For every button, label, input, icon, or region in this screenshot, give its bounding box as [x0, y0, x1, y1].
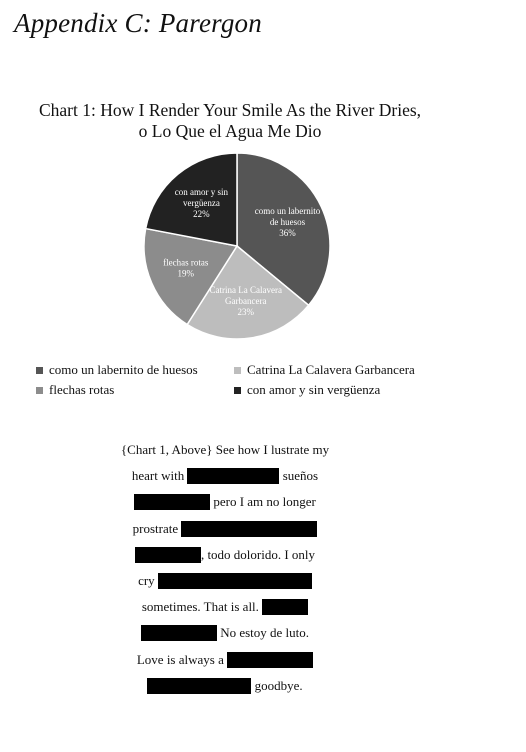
pie-chart: [0, 0, 526, 360]
poem-line: [100, 650, 350, 670]
chart-title: Chart 1: How I Render Your Smile As the River Dries,: [38, 100, 422, 120]
poem-text: sometimes. That is all.: [141, 599, 263, 615]
poem-text: {Chart 1, Above} See how I lustrate my: [120, 442, 330, 457]
page-heading: Appendix C: Parergon: [14, 8, 262, 38]
poem-text: , todo dolorido. I only: [200, 546, 316, 562]
poem-line: [100, 597, 350, 617]
redaction-bar: [227, 652, 313, 668]
pie-slice-label-1: Catrina La Calavera Garbancera 23%: [209, 285, 282, 318]
pie-slice-label-3: con amor y sin vergüenza 22%: [174, 187, 229, 220]
redaction-bar: [262, 599, 308, 615]
pie-slice-label-0: como un labernito de huesos 36%: [254, 206, 321, 239]
legend-swatch: [36, 367, 43, 374]
poem-line: [100, 466, 350, 486]
legend-item: [36, 362, 198, 378]
poem-text: prostrate: [132, 520, 182, 536]
legend-label: como un labernito de huesos: [49, 362, 198, 377]
pie-slice-label-2: flechas rotas 19%: [163, 257, 209, 279]
redaction-bar: [135, 547, 201, 563]
redaction-bar: [158, 573, 312, 589]
poem-line: [100, 440, 350, 460]
legend-swatch: [234, 367, 241, 374]
redaction-bar: [134, 494, 210, 510]
poem-text: heart with: [131, 468, 188, 484]
poem-line: [100, 623, 350, 643]
poem-line: [100, 492, 350, 512]
poem-line: [100, 519, 350, 539]
legend-item: [234, 362, 415, 378]
poem-line: [100, 545, 350, 565]
poem-line: [100, 676, 350, 696]
redaction-bar: [181, 521, 317, 537]
chart-subtitle: o Lo Que el Agua Me Dio: [138, 121, 322, 141]
legend-label: Catrina La Calavera Garbancera: [247, 362, 415, 377]
legend-label: con amor y sin vergüenza: [247, 382, 381, 397]
legend-item: [36, 382, 114, 398]
redaction-bar: [141, 625, 217, 641]
legend-swatch: [234, 387, 241, 394]
poem-text: sueños: [279, 468, 319, 484]
legend-swatch: [36, 387, 43, 394]
legend-label: flechas rotas: [49, 382, 115, 397]
poem-text: No estoy de luto.: [216, 625, 310, 641]
poem-text: Love is always a: [136, 651, 228, 667]
legend-item: [234, 382, 380, 398]
poem-text: cry: [138, 573, 158, 588]
poem-line: [100, 571, 350, 591]
poem-text: goodbye.: [251, 677, 303, 693]
redaction-bar: [147, 678, 251, 694]
redaction-bar: [187, 468, 279, 484]
poem-text: pero I am no longer: [210, 494, 316, 510]
